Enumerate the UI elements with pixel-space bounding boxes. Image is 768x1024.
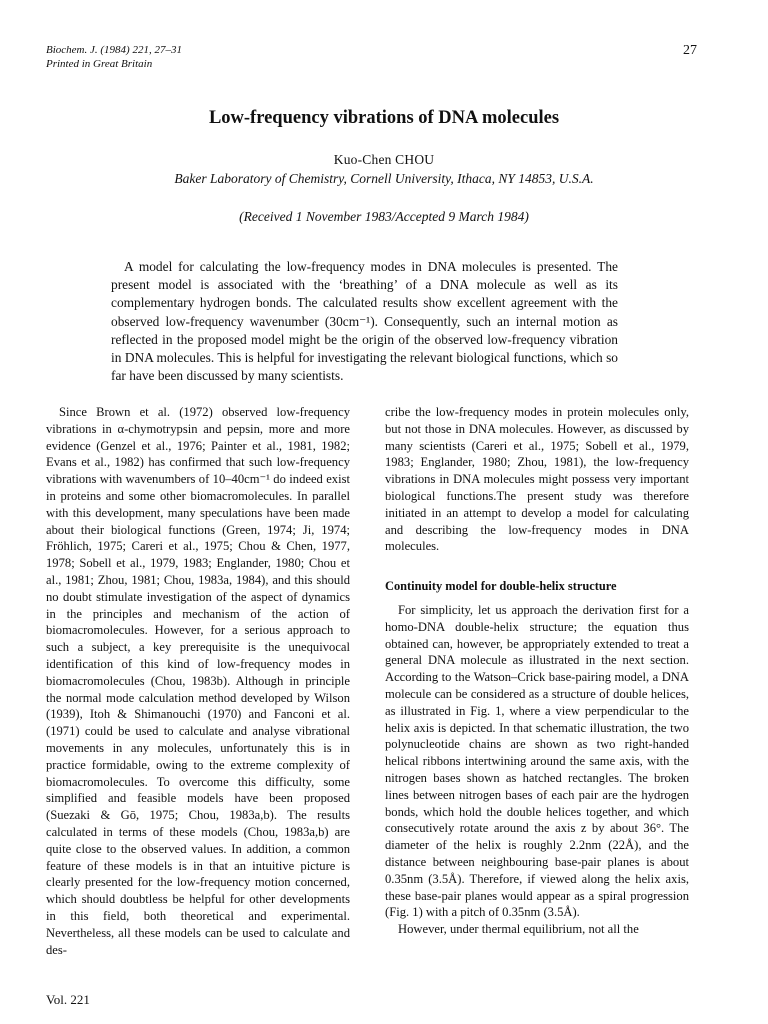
printed-in: Printed in Great Britain [46, 58, 153, 70]
author-affiliation: Baker Laboratory of Chemistry, Cornell University, Ithaca, NY 14853, U.S.A. [174, 171, 594, 186]
received-dates: (Received 1 November 1983/Accepted 9 March 1984) [239, 209, 529, 224]
right-column [385, 404, 689, 938]
author-name: Kuo-Chen CHOU [333, 152, 435, 167]
running-head [46, 43, 182, 71]
volume-footer: Vol. 221 [46, 992, 90, 1007]
section-heading: Continuity model for double-helix structure [385, 579, 617, 594]
journal-citation: Biochem. J. (1984) 221, 27–31 [46, 44, 182, 56]
abstract: A model for calculating the low-frequency modes in DNA molecules is presented. The present model is associated with the ‘breathing’ of a DNA molecule as well as its complementary hydrogen bonds. The calculated results show excellent agreement with the observed low-frequency wavenumber (30cm⁻¹). Consequently, such an internal motion as reflected in the proposed model might be the origin of the observed low-frequency vibration in DNA molecules. This is helpful for investigating the relevant biological functions, which so far have been discussed by many scientists. [111, 259, 618, 384]
article-title: Low-frequency vibrations of DNA molecules [208, 108, 560, 128]
left-column [46, 404, 350, 958]
page-number: 27 [683, 43, 697, 58]
body-paragraph: cribe the low-frequency modes in protein molecules only, but not those in DNA molecules. However, as discussed by many scientists (Careri et al., 1975; Sobell et al., 1979, 1983; Englander, 1980; Zhou, 1981), the low-frequency vibrations in DNA molecules might possess very important biological functions.The present study was therefore initiated in an attempt to develop a model for calculating and describing the low-frequency modes in DNA molecules. [385, 405, 689, 554]
body-paragraph: However, under thermal equilibrium, not all the [398, 922, 639, 937]
body-paragraph: Since Brown et al. (1972) observed low-frequency vibrations in α-chymotrypsin and pepsin, more and more evidence (Genzel et al., 1976; Painter et al., 1981, 1982; Evans et al., 1982) has confirmed that such low-frequency vibrations with wavenumbers of 10–40cm⁻¹ do indeed exist in proteins and some other biomacromolecules. In parallel with this development, many speculations have been made about their biological functions (Green, 1974; Ji, 1974; Fröhlich, 1975; Careri et al., 1975; Chou & Chen, 1977, 1978; Sobell et al., 1979, 1983; Englander, 1980; Chou et al., 1981; Zhou, 1981; Chou, 1983a, 1984), and this should no doubt stimulate investigation of the aspect of dynamics in the principles and mechanism of the action of biomacromolecules. However, for a serious approach to such a subject, a key prerequisite is the unequivocal identification of this kind of low-frequency modes in biomacromolecules (Chou, 1983b). Although in principle the normal mode calculation method developed by Wilson (1939), Itoh & Shimanouchi (1970) and Fanconi et al. (1971) could be used to calculate and analyse vibrational movements in any molecules, unfortunately this is in practice formidable, owing to the extreme complexity of biomacromolecules. To overcome this difficulty, some simplified and feasible models have been proposed (Suezaki & Gō, 1975; Chou, 1983a,b). The results calculated in terms of these models (Chou, 1983a,b) are quite close to the observed values. In addition, a common feature of these models is in that an intuitive picture is clearly presented for the low-frequency motion concerned, which should doubtless be helpful for other developments in this field, both theoretical and experimental. Nevertheless, all these models can be used to calculate and des- [46, 405, 350, 957]
body-paragraph: For simplicity, let us approach the derivation first for a homo-DNA double-helix structure; the equation thus obtained can, however, be appropriately extended to treat a general DNA molecule as illustrated in the next section. According to the Watson–Crick base-pairing model, a DNA molecule can be considered as a structure of double helices, as illustrated in Fig. 1, where a view perpendicular to the helix axis is depicted. In that schematic illustration, the two polynucleotide chains are shown as two right-handed helical ribbons intertwining around the same axis, with the nitrogen bases shown as hatched rectangles. The broken lines between nitrogen bases of each pair are the hydrogen bonds, which hold the double helices together, and which consecutively rotate around the axis z by about 36°. The diameter of the helix is roughly 2.2nm (22Å), and the distance between neighbouring base-pair planes is about 0.35nm (3.5Å). Therefore, if viewed along the helix axis, these base-pair planes would appear as a spiral progression (Fig. 1) with a pitch of 0.35nm (3.5Å). [385, 602, 689, 920]
